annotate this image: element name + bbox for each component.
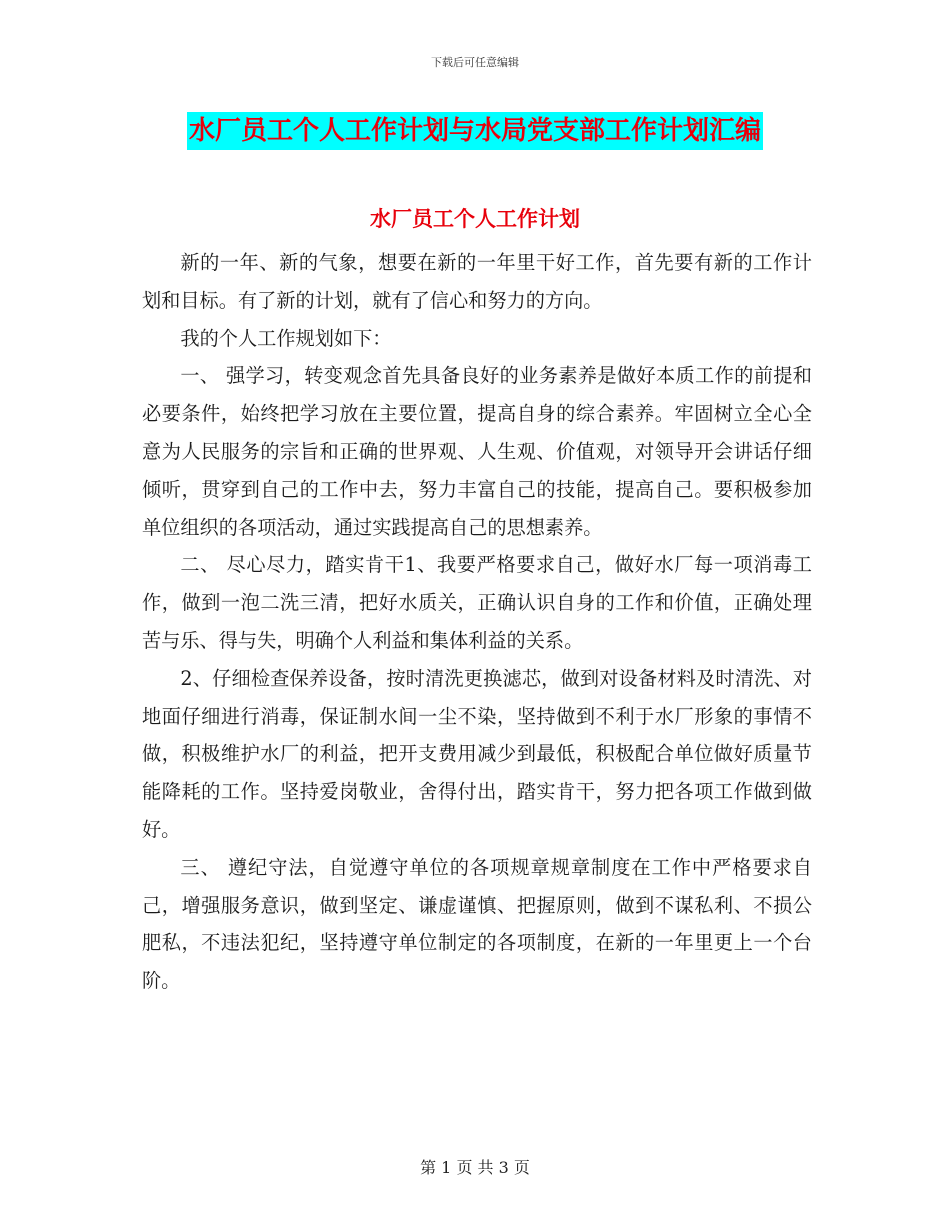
paragraph-section-three: 三、 遵纪守法，自觉遵守单位的各项规章规章制度在工作中严格要求自己，增强服务意识，做到坚定、谦虚谨慎、把握原则，做到不谋私利、不损公肥私，不违法犯纪，坚持遵守单位制定的各项制度，在新的一年里更上一个台阶。 — [142, 855, 812, 993]
paragraph-section-two-item-2: 2、仔细检查保养设备，按时清洗更换滤芯，做到对设备材料及时清洗、对地面仔细进行消毒，保证制水间一尘不染，坚持做到不利于水厂形象的事情不做，积极维护水厂的利益，把开支费用减少到最低，积极配合单位做好质量节能降耗的工作。坚持爱岗敬业，舍得付出，踏实肯干，努力把各项工作做到做好。 — [142, 666, 812, 841]
main-title: 水厂员工个人工作计划与水局党支部工作计划汇编 — [187, 112, 763, 150]
paragraph-plan-heading: 我的个人工作规划如下： — [180, 326, 392, 350]
header-note: 下载后可任意编辑 — [431, 56, 519, 69]
page-number: 第 1 页 共 3 页 — [420, 1158, 530, 1177]
paragraph-intro: 新的一年、新的气象，想要在新的一年里干好工作，首先要有新的工作计划和目标。有了新的计划，就有了信心和努力的方向。 — [142, 251, 812, 312]
paragraph-section-two: 二、 尽心尽力，踏实肯干1、我要严格要求自己，做好水厂每一项消毒工作，做到一泡二洗三清，把好水质关，正确认识自身的工作和价值，正确处理苦与乐、得与失，明确个人利益和集体利益的关系。 — [142, 553, 812, 652]
main-title-container — [0, 112, 950, 150]
paragraph-section-one: 一、 强学习，转变观念首先具备良好的业务素养是做好本质工作的前提和必要条件，始终把学习放在主要位置，提高自身的综合素养。牢固树立全心全意为人民服务的宗旨和正确的世界观、人生观、价值观，对领导开会讲话仔细倾听，贯穿到自己的工作中去，努力丰富自己的技能，提高自己。要积极参加单位组织的各项活动，通过实践提高自己的思想素养。 — [142, 364, 812, 539]
section-title: 水厂员工个人工作计划 — [370, 207, 580, 231]
document-body — [142, 244, 812, 1000]
